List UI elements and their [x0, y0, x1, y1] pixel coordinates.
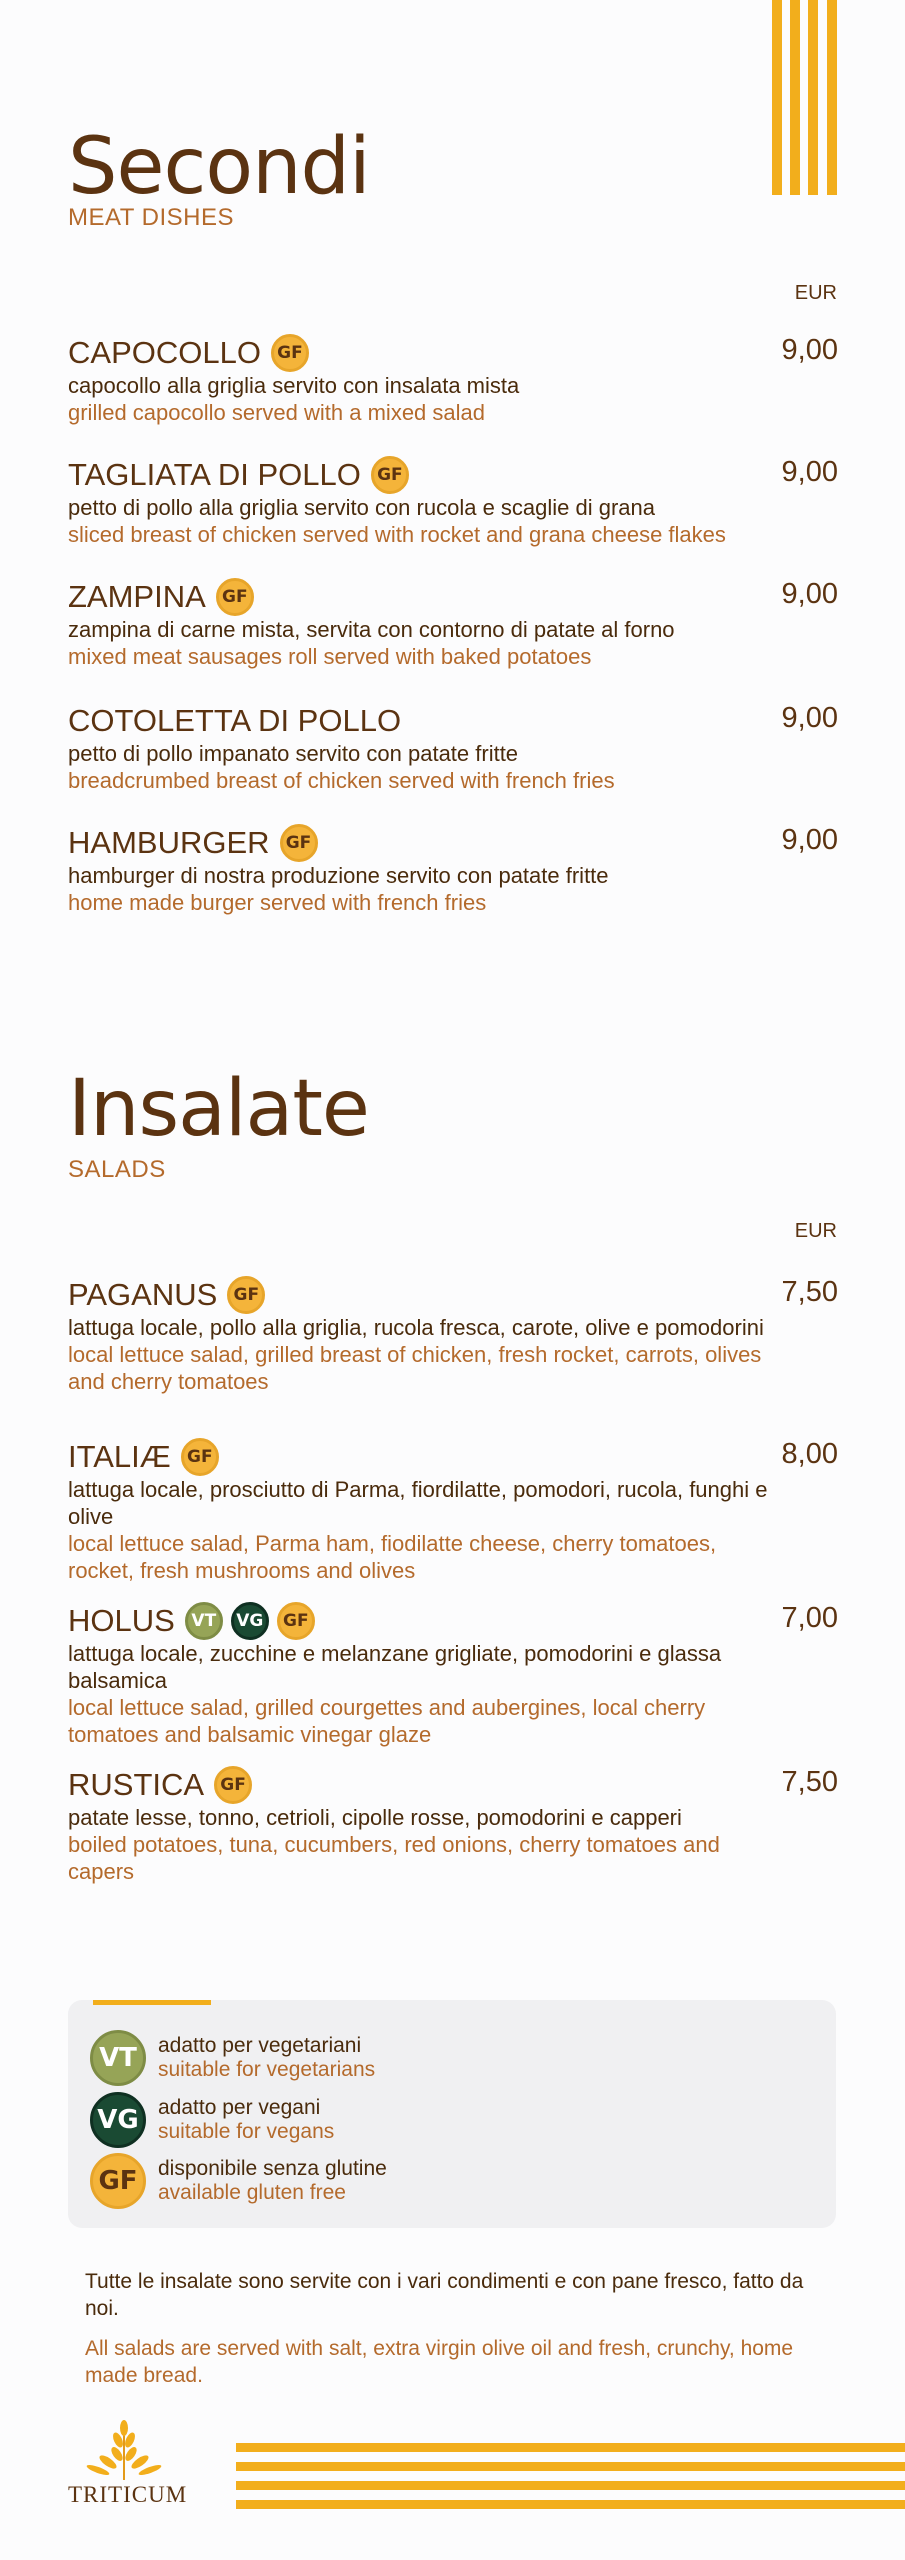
legend-row [90, 2153, 387, 2209]
menu-item [68, 824, 838, 916]
gf-badge-icon: GF [371, 456, 409, 494]
legend-label-it: adatto per vegetariani [158, 2034, 362, 2057]
secondi-currency: EUR [794, 282, 837, 304]
item-description-it: petto di pollo alla griglia servito con rucola e scaglie di grana [68, 495, 656, 520]
menu-item [68, 334, 838, 426]
item-price: 7,00 [781, 1602, 838, 1634]
corner-stripes-decoration [772, 0, 837, 195]
item-name: PAGANUS [68, 1277, 218, 1312]
item-price: 7,50 [781, 1276, 838, 1308]
menu-item [68, 1438, 838, 1584]
item-description-it: patate lesse, tonno, cetrioli, cipolle rosse, pomodorini e capperi [68, 1805, 682, 1830]
legend-label-en: suitable for vegetarians [158, 2058, 376, 2081]
item-price: 9,00 [781, 456, 838, 488]
menu-item [68, 702, 838, 794]
dietary-legend [68, 2000, 836, 2228]
item-description-en: breadcrumbed breast of chicken served with french fries [68, 768, 615, 793]
gf-badge-icon: GF [227, 1276, 265, 1314]
item-name: HAMBURGER [68, 825, 270, 860]
vg-badge-icon: VG [90, 2092, 146, 2148]
legend-label-en: suitable for vegans [158, 2120, 335, 2143]
insalate-title: Insalate [68, 1064, 369, 1154]
item-price: 9,00 [781, 824, 838, 856]
item-name: RUSTICA [68, 1767, 205, 1802]
triticum-logo [68, 2420, 188, 2510]
gf-badge-icon: GF [280, 824, 318, 862]
gf-badge-icon: GF [277, 1602, 315, 1640]
secondi-subtitle: MEAT DISHES [68, 204, 234, 231]
legend-label-it: disponibile senza glutine [158, 2157, 387, 2180]
item-name: COTOLETTA DI POLLO [68, 703, 402, 738]
legend-accent-bar [93, 2000, 211, 2005]
gf-badge-icon: GF [90, 2153, 146, 2209]
vt-badge-icon: VT [90, 2030, 146, 2086]
item-name: ZAMPINA [68, 579, 206, 614]
salad-note-it: Tutte le insalate sono servite con i vari condimenti e con pane fresco, fatto da noi. [85, 2270, 804, 2320]
item-name: HOLUS [68, 1603, 175, 1638]
legend-label-it: adatto per vegani [158, 2096, 321, 2119]
legend-label-en: available gluten free [158, 2181, 346, 2204]
item-description-it: capocollo alla griglia servito con insalata mista [68, 373, 520, 398]
item-description-it: zampina di carne mista, servita con contorno di patate al forno [68, 617, 675, 642]
gf-badge-icon: GF [271, 334, 309, 372]
item-description-en: local lettuce salad, grilled breast of chicken, fresh rocket, carrots, olives and cherry tomatoes [68, 1342, 762, 1394]
gf-badge-icon: GF [214, 1766, 252, 1804]
insalate-currency: EUR [794, 1220, 837, 1242]
item-description-en: boiled potatoes, tuna, cucumbers, red onions, cherry tomatoes and capers [68, 1832, 720, 1884]
item-name: CAPOCOLLO [68, 335, 261, 370]
bottom-stripes-decoration [236, 2443, 905, 2509]
gf-badge-icon: GF [181, 1438, 219, 1476]
legend-row [90, 2092, 334, 2148]
item-description-it: petto di pollo impanato servito con patate fritte [68, 741, 519, 766]
item-description-it: hamburger di nostra produzione servito con patate fritte [68, 863, 609, 888]
menu-item [68, 578, 838, 670]
vg-badge-icon: VG [231, 1602, 269, 1640]
item-price: 9,00 [781, 578, 838, 610]
item-description-en: local lettuce salad, grilled courgettes and aubergines, local cherry tomatoes and balsamic vinegar glaze [68, 1695, 706, 1747]
gf-badge-icon: GF [216, 578, 254, 616]
item-price: 8,00 [781, 1438, 838, 1470]
secondi-title: Secondi [68, 122, 370, 212]
item-price: 9,00 [781, 334, 838, 366]
salad-note-en: All salads are served with salt, extra virgin olive oil and fresh, crunchy, home made bread. [85, 2337, 794, 2387]
item-description-en: home made burger served with french fries [68, 890, 487, 915]
item-name: ITALIÆ [68, 1439, 171, 1474]
item-description-en: local lettuce salad, Parma ham, fiodilatte cheese, cherry tomatoes, rocket, fresh mushrooms and olives [68, 1531, 717, 1583]
item-description-it: lattuga locale, zucchine e melanzane grigliate, pomodorini e glassa balsamica [68, 1641, 722, 1693]
item-description-en: mixed meat sausages roll served with baked potatoes [68, 644, 592, 669]
item-price: 9,00 [781, 702, 838, 734]
menu-item [68, 1276, 838, 1395]
insalate-subtitle: SALADS [68, 1156, 166, 1183]
item-name: TAGLIATA DI POLLO [68, 457, 361, 492]
menu-item [68, 1602, 838, 1748]
item-description-it: lattuga locale, pollo alla griglia, rucola fresca, carote, olive e pomodorini [68, 1315, 764, 1340]
item-description-it: lattuga locale, prosciutto di Parma, fiordilatte, pomodori, rucola, funghi e olive [68, 1477, 768, 1529]
item-price: 7,50 [781, 1766, 838, 1798]
wheat-icon [68, 2420, 180, 2482]
vt-badge-icon: VT [185, 1602, 223, 1640]
menu-item [68, 1766, 838, 1885]
item-description-en: sliced breast of chicken served with rocket and grana cheese flakes [68, 522, 726, 547]
item-description-en: grilled capocollo served with a mixed salad [68, 400, 485, 425]
legend-row [90, 2030, 375, 2086]
logo-text: TRITICUM [68, 2482, 188, 2507]
menu-item [68, 456, 838, 548]
